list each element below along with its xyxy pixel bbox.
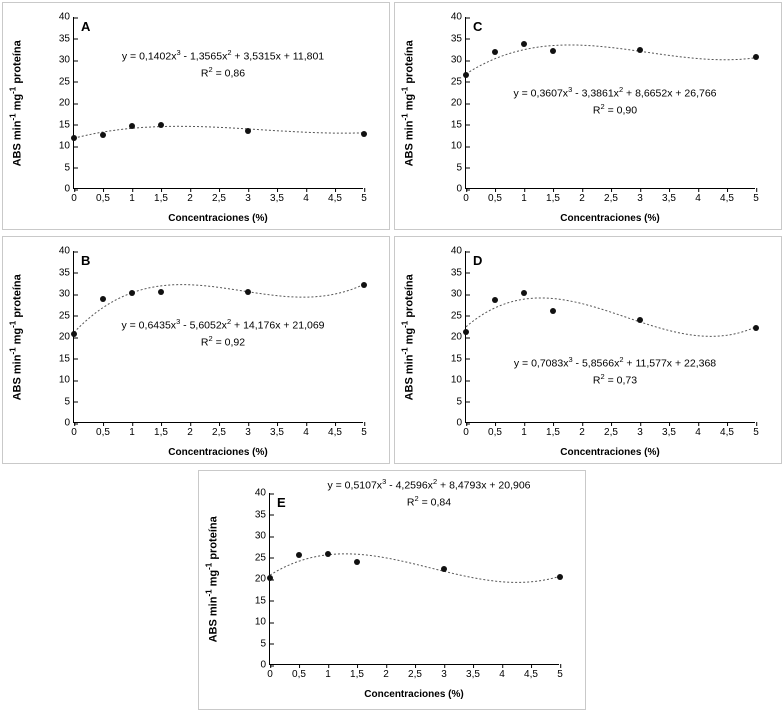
- y-tick-label: 30: [59, 55, 74, 66]
- data-point: [325, 551, 331, 557]
- x-tick-label: 5: [361, 193, 367, 204]
- x-tick-label: 4: [695, 427, 701, 438]
- x-tick-label: 5: [753, 427, 759, 438]
- data-point: [361, 131, 367, 137]
- x-tick-label: 4: [695, 193, 701, 204]
- data-point: [361, 282, 367, 288]
- y-tick-label: 40: [59, 246, 74, 257]
- chart-panel-a: [2, 2, 390, 230]
- y-tick-label: 35: [59, 33, 74, 44]
- y-tick-label: 0: [64, 184, 74, 195]
- x-tick-label: 4,5: [524, 669, 538, 680]
- x-tick-label: 5: [361, 427, 367, 438]
- x-tick-label: 0,5: [96, 427, 110, 438]
- x-tick-label: 5: [753, 193, 759, 204]
- x-axis-title: Concentraciones (%): [560, 447, 660, 458]
- x-tick-label: 0,5: [292, 669, 306, 680]
- plot-area: [58, 11, 367, 204]
- chart-panel-b: [2, 236, 390, 464]
- y-tick-label: 0: [260, 660, 270, 671]
- x-tick-label: 1,5: [154, 193, 168, 204]
- x-tick-label: 1,5: [154, 427, 168, 438]
- y-tick-label: 25: [59, 76, 74, 87]
- x-tick-label: 1: [325, 669, 331, 680]
- panel-label: A: [81, 19, 91, 34]
- y-tick-label: 20: [451, 332, 466, 343]
- data-point: [245, 128, 251, 134]
- x-tick-label: 1,5: [350, 669, 364, 680]
- x-tick-label: 4,5: [720, 427, 734, 438]
- x-tick-label: 3,5: [662, 427, 676, 438]
- y-tick-label: 20: [59, 98, 74, 109]
- x-axis-title: Concentraciones (%): [168, 447, 268, 458]
- x-tick-label: 3: [245, 427, 251, 438]
- x-tick-label: 2: [579, 193, 585, 204]
- trendline: [270, 493, 560, 665]
- x-tick-label: 1: [521, 193, 527, 204]
- trendline-equation: $y = 0,3607x^3 - 3,3861x^2 + 8,6652x + 26,766$ $R^2 = 0,90$: [513, 85, 717, 117]
- x-tick-label: 2: [579, 427, 585, 438]
- data-point: [245, 289, 251, 295]
- y-tick-label: 15: [255, 595, 270, 606]
- panel-label: C: [473, 19, 483, 34]
- y-tick-label: 5: [260, 638, 270, 649]
- chart-panel-c: [394, 2, 782, 230]
- data-point: [637, 47, 643, 53]
- y-tick-label: 15: [59, 119, 74, 130]
- x-tick-label: 5: [557, 669, 563, 680]
- y-tick-label: 10: [451, 375, 466, 386]
- data-point: [100, 296, 106, 302]
- data-point: [158, 122, 164, 128]
- x-tick-label: 3: [637, 193, 643, 204]
- y-tick-label: 30: [451, 289, 466, 300]
- x-tick-label: 4,5: [328, 427, 342, 438]
- y-tick-label: 35: [451, 33, 466, 44]
- y-tick-label: 15: [451, 119, 466, 130]
- data-point: [550, 308, 556, 314]
- y-tick-label: 5: [64, 162, 74, 173]
- y-axis-title: ABS $\min^{-1} mg^{-1}$ proteína: [8, 273, 24, 401]
- y-tick-label: 20: [255, 574, 270, 585]
- x-tick-label: 1,5: [546, 193, 560, 204]
- data-point: [492, 49, 498, 55]
- y-tick-label: 5: [456, 396, 466, 407]
- x-tick-label: 2,5: [212, 193, 226, 204]
- data-point: [267, 575, 273, 581]
- y-tick-label: 20: [451, 98, 466, 109]
- y-tick-label: 15: [451, 353, 466, 364]
- data-point: [441, 566, 447, 572]
- x-tick-label: 3,5: [270, 427, 284, 438]
- x-tick-label: 0: [463, 193, 469, 204]
- x-tick-label: 3,5: [270, 193, 284, 204]
- x-tick-label: 0: [463, 427, 469, 438]
- y-tick-label: 25: [59, 310, 74, 321]
- y-axis-title: ABS $\min^{-1} mg^{-1}$ proteína: [204, 515, 220, 643]
- y-tick-label: 15: [59, 353, 74, 364]
- x-tick-label: 3,5: [662, 193, 676, 204]
- x-tick-label: 2,5: [604, 193, 618, 204]
- x-tick-label: 3: [441, 669, 447, 680]
- x-tick-label: 1: [521, 427, 527, 438]
- data-point: [463, 72, 469, 78]
- x-tick-label: 2: [187, 193, 193, 204]
- x-tick-label: 1: [129, 193, 135, 204]
- y-axis-title: ABS $\min^{-1} mg^{-1}$ proteína: [8, 39, 24, 167]
- data-point: [753, 325, 759, 331]
- x-tick-label: 0,5: [488, 193, 502, 204]
- data-point: [354, 559, 360, 565]
- x-tick-label: 0: [267, 669, 273, 680]
- y-tick-label: 30: [59, 289, 74, 300]
- x-tick-label: 2: [383, 669, 389, 680]
- y-tick-label: 0: [64, 418, 74, 429]
- data-point: [158, 289, 164, 295]
- y-tick-label: 10: [255, 617, 270, 628]
- data-point: [129, 290, 135, 296]
- x-tick-label: 3: [245, 193, 251, 204]
- y-tick-label: 0: [456, 184, 466, 195]
- y-tick-label: 25: [451, 310, 466, 321]
- trendline-equation: $y = 0,5107x^3 - 4,2596x^2 + 8,4793x + 20,906$ $R^2 = 0,84$: [327, 477, 531, 509]
- y-tick-label: 30: [255, 531, 270, 542]
- data-point: [550, 48, 556, 54]
- x-axis-title: Concentraciones (%): [560, 213, 660, 224]
- x-tick-label: 0,5: [96, 193, 110, 204]
- y-tick-label: 20: [59, 332, 74, 343]
- x-tick-label: 4,5: [328, 193, 342, 204]
- y-tick-label: 25: [255, 552, 270, 563]
- y-tick-label: 40: [451, 12, 466, 23]
- trendline-equation: $y = 0,7083x^3 - 5,8566x^2 + 11,577x + 22,368$ $R^2 = 0,73$: [513, 355, 717, 387]
- data-point: [463, 329, 469, 335]
- y-tick-label: 10: [59, 375, 74, 386]
- x-tick-label: 0: [71, 427, 77, 438]
- x-tick-label: 2,5: [408, 669, 422, 680]
- data-point: [129, 123, 135, 129]
- trendline: [74, 17, 364, 189]
- data-point: [637, 317, 643, 323]
- data-point: [71, 331, 77, 337]
- panel-label: B: [81, 253, 91, 268]
- y-axis-title: ABS $\min^{-1} mg^{-1}$ proteína: [400, 39, 416, 167]
- data-point: [557, 574, 563, 580]
- y-tick-label: 35: [59, 267, 74, 278]
- x-tick-label: 3: [637, 427, 643, 438]
- data-point: [492, 297, 498, 303]
- y-tick-label: 30: [451, 55, 466, 66]
- data-point: [521, 41, 527, 47]
- data-point: [753, 54, 759, 60]
- x-tick-label: 0: [71, 193, 77, 204]
- panel-label: D: [473, 253, 483, 268]
- y-tick-label: 10: [451, 141, 466, 152]
- data-point: [521, 290, 527, 296]
- data-point: [71, 135, 77, 141]
- x-tick-label: 0,5: [488, 427, 502, 438]
- x-tick-label: 3,5: [466, 669, 480, 680]
- data-point: [100, 132, 106, 138]
- x-axis-title: Concentraciones (%): [364, 689, 464, 700]
- x-tick-label: 4: [499, 669, 505, 680]
- y-tick-label: 35: [451, 267, 466, 278]
- y-tick-label: 10: [59, 141, 74, 152]
- y-tick-label: 5: [456, 162, 466, 173]
- chart-panel-d: [394, 236, 782, 464]
- chart-a: [3, 3, 389, 229]
- y-tick-label: 40: [451, 246, 466, 257]
- y-tick-label: 5: [64, 396, 74, 407]
- panel-label: E: [277, 495, 286, 510]
- plot-area: [254, 487, 563, 680]
- x-axis-title: Concentraciones (%): [168, 213, 268, 224]
- trendline: [466, 251, 756, 423]
- x-tick-label: 2,5: [604, 427, 618, 438]
- x-tick-label: 2,5: [212, 427, 226, 438]
- x-tick-label: 4,5: [720, 193, 734, 204]
- x-tick-label: 4: [303, 193, 309, 204]
- chart-e: [199, 471, 585, 709]
- x-tick-label: 1: [129, 427, 135, 438]
- y-tick-label: 35: [255, 509, 270, 520]
- trendline-equation: $y = 0,6435x^3 - 5,6052x^2 + 14,176x + 21,069$ $R^2 = 0,92$: [121, 317, 325, 349]
- trendline-equation: $y = 0,1402x^3 - 1,3565x^2 + 3,5315x + 11,801$ $R^2 = 0,86$: [121, 48, 325, 80]
- data-point: [296, 552, 302, 558]
- y-tick-label: 0: [456, 418, 466, 429]
- chart-c: [395, 3, 781, 229]
- y-tick-label: 40: [255, 488, 270, 499]
- plot-area: [450, 245, 759, 438]
- chart-panel-e: [198, 470, 586, 710]
- x-tick-label: 4: [303, 427, 309, 438]
- y-axis-title: ABS $\min^{-1} mg^{-1}$ proteína: [400, 273, 416, 401]
- y-tick-label: 25: [451, 76, 466, 87]
- y-tick-label: 40: [59, 12, 74, 23]
- x-tick-label: 1,5: [546, 427, 560, 438]
- chart-b: [3, 237, 389, 463]
- x-tick-label: 2: [187, 427, 193, 438]
- chart-d: [395, 237, 781, 463]
